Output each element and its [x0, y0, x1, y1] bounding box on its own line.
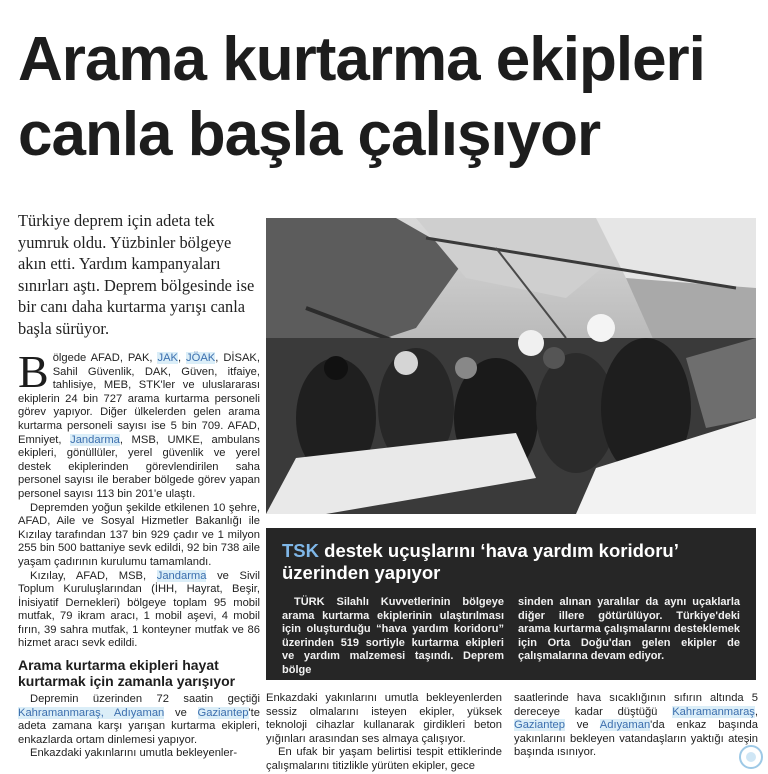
paragraph-3-text-b: ve Sivil Toplum Kuruluşlarından (İHH, Hayrat, Beşir, İnisiyatif Dernekleri) bölgeye toplam 95 mobil mutfak, 79 ikram aracı, 1 mobil aşevi, 4 mobil fırın, 39 sahra mutfak, 1 konteyner mutfak ve 86 hizmet aracı sevk edildi. [18, 569, 260, 650]
sidebar-box [266, 528, 756, 680]
box-paragraph-1: TÜRK Silahlı Kuvvetlerinin bölgeye arama kurtarma ekiplerinin ulaştırılması için oluşturduğu “hava yardım koridoru” üzerinden 519 sortiyle kurtarma ekipleri ve yardım malzemesi taşındı. Deprem bölge [282, 596, 504, 676]
body-column-1 [18, 346, 261, 651]
rescue-photo [266, 218, 756, 514]
paragraph-4-text-c: 'te adeta zamana karşı yarışan kurtarma ekipleri, enkazlarda ortam dinlemesi yapıyor. [18, 706, 260, 746]
headline [18, 22, 758, 172]
paragraph-6-text-c: ve [565, 719, 600, 732]
paragraph-2: Depremden yoğun şekilde etkilenen 10 şehre, AFAD, Aile ve Sosyal Hizmetler Bakanlığı ile Kızılay tarafından 137 bin 929 çadır ve 1 milyon 255 bin 500 battaniye sevk edildi, 92 bin 738 aile yaşam çadırının kurulumu tamamlandı. [18, 501, 260, 568]
body-column-2 [266, 692, 502, 774]
body-column-3 [514, 692, 758, 760]
paragraph-3 [18, 570, 260, 652]
drop-cap: B [18, 346, 49, 397]
box-title-tsk: TSK [282, 540, 319, 561]
box-title [282, 540, 742, 584]
paragraph-6-start: En ufak bir yaşam belirtisi tespit ettiklerinde çalışmalarını titizlikle yürüten ekipler, gece [266, 746, 502, 772]
paragraph-5-start: Enkazdaki yakınlarını umutla bekleyenler- [30, 747, 238, 760]
box-paragraph-2: sinden alınan yaralılar da aynı uçaklarla diğer illere götürülüyor. Türkiye'deki arama kurtarma çalışmalarını desteklemek için Orta Doğu'dan gelen ekipler de çalışmalarına devam ediyor. [518, 596, 740, 663]
paragraph-3-text-a: Kızılay, AFAD, MSB, [30, 569, 157, 582]
body-column-1-bottom [18, 693, 260, 761]
highlight-cities: Kahramanmaraş, Adıyaman [18, 706, 165, 719]
box-title-rest: destek uçuşlarını ‘hava yardım koridoru’ üzerinden yapıyor [282, 540, 678, 583]
paragraph-1-text-b: , [178, 352, 187, 364]
paragraph-1-text-d: , MSB, UMKE, ambulans ekipleri, gönüllüler, yerel güvenlik ve yerel destek ekiplerinden görevlendirilen saha personel sayısı ile beraber bölgede görev yapan personel sayısı 113 bin 201'e ulaştı. [18, 433, 260, 500]
headline-line-2: canla başla çalışıyor [18, 100, 601, 169]
highlight-gaziantep-2: Gaziantep [514, 719, 565, 732]
highlight-kahramanmaras: Kahramanmaraş [672, 705, 755, 718]
paragraph-4-text-b: ve [164, 706, 198, 719]
highlight-joak: JÖAK [186, 352, 216, 364]
headline-line-1: Arama kurtarma ekipleri [18, 25, 705, 94]
highlight-jandarma: Jandarma [70, 433, 120, 446]
paragraph-5: Enkazdaki yakınlarını umutla bekleyenlerden sessiz olmalarını isteyen ekipler, yüksek teknoloji cihazlar kullanarak girdikleri beton yığınları arasından ses almaya çalışıyor. [266, 692, 502, 745]
box-column-1 [282, 596, 504, 678]
paragraph-4-text-a: Depremin üzerinden 72 saatin geçtiği [30, 693, 260, 705]
section-subheading: Arama kurtarma ekipleri hayat kurtarmak için zamanla yarışıyor [18, 657, 236, 689]
highlight-jak: JAK [157, 352, 178, 364]
deck-text: Türkiye deprem için adeta tek yumruk oldu. Yüzbinler bölgeye akın etti. Yardım kampanyaları sınırları aştı. Deprem bölgesinde ise bir canı daha kurtarma yarışı canla başla sürüyor. [18, 211, 255, 338]
paragraph-6-text-b: , [754, 705, 758, 718]
highlight-gaziantep: Gaziantep [197, 706, 249, 719]
paragraph-1-text-c: , DİSAK, Sahil Güvenlik, DAK, Güven, itfaiye, tahlisiye, MEB, STK'ler ve uluslararası ekiplerin 24 bin 727 arama kurtarma personeli görev yapıyor. Diğer ülkelerden gelen arama kurtarma personeli sayısı ise 5 bin 709. AFAD, Emniyet, [18, 352, 261, 446]
paragraph-6: saatlerinde hava sıcaklığının sıfırın altında 5 dereceye kadar düştüğü Kahramanmaraş, Gaziantep ve Adıyaman'da enkaz başında yakınlarını bekleyen vatandaşların yaktığı ateşin başında ısınıyor. [514, 692, 759, 759]
paragraph-1-text-a: ölgede AFAD, PAK, [52, 352, 158, 364]
highlight-adiyaman: Adıyaman [599, 719, 651, 732]
watermark-icon [738, 744, 764, 770]
box-column-2 [518, 596, 740, 664]
paragraph-4 [18, 693, 260, 747]
paragraph-1 [18, 346, 261, 502]
highlight-jandarma-2: Jandarma [156, 569, 207, 582]
paragraph-6-text-d: 'da enkaz başında yakınlarını bekleyen vatandaşların yaktığı ateşin başında ısınıyor. [514, 719, 759, 759]
